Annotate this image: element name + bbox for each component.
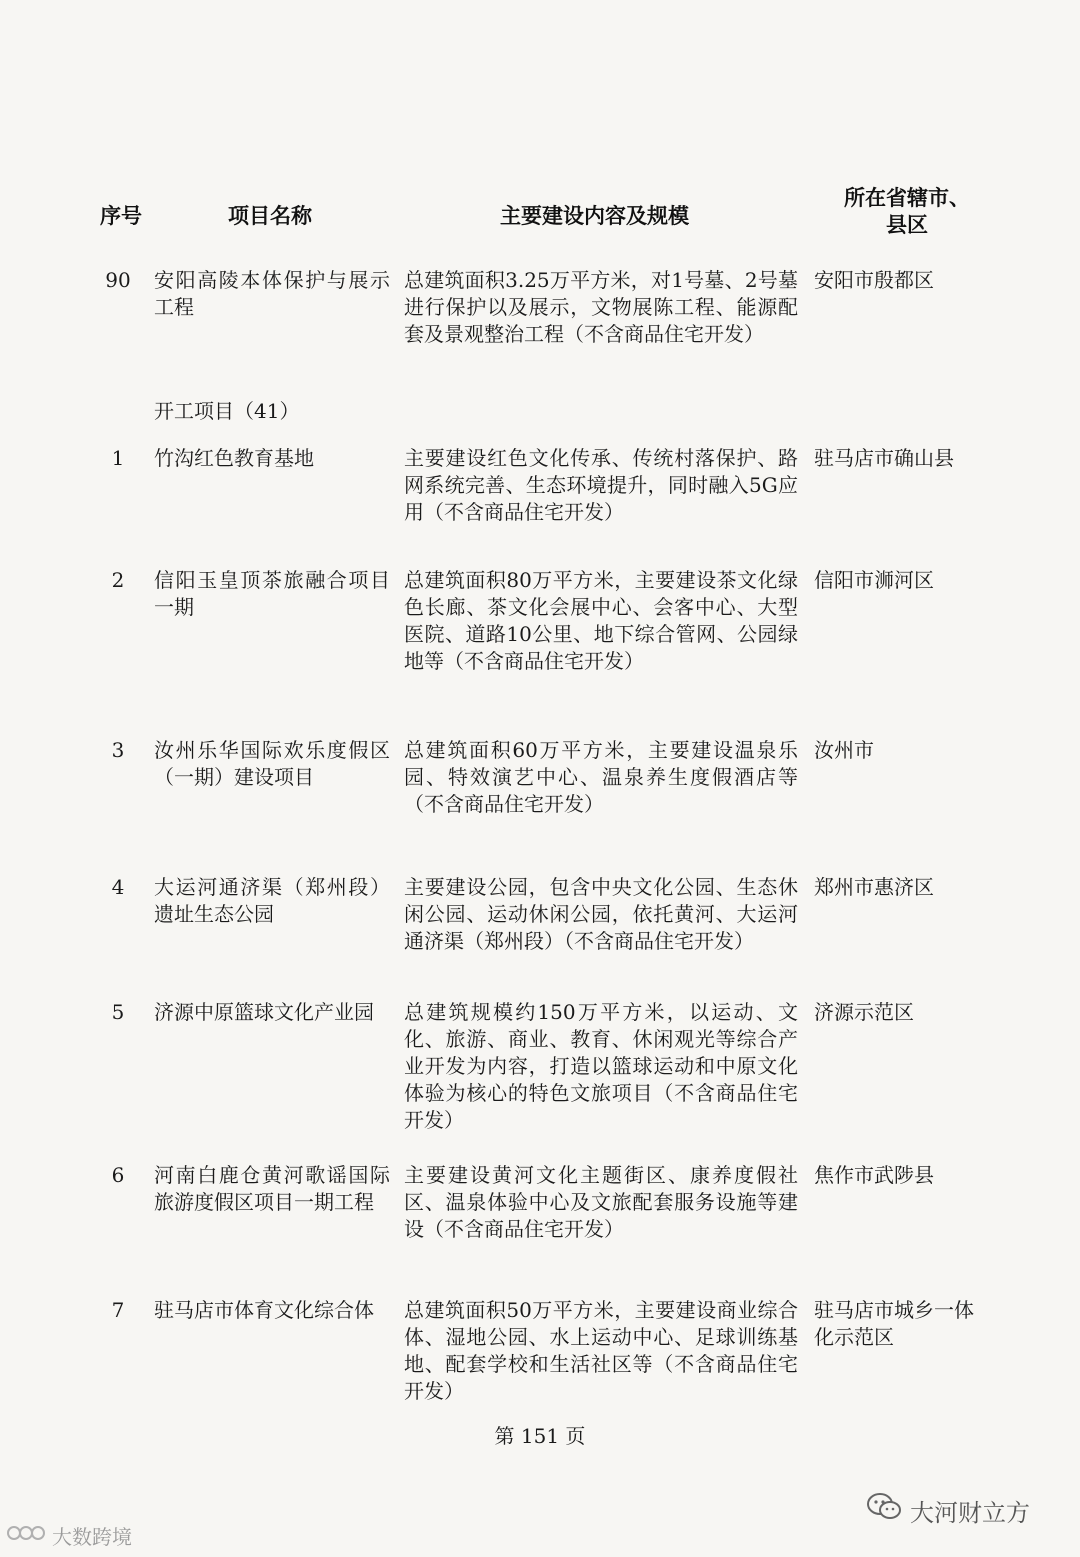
row-number: 4 [111,875,125,899]
header-construction-content: 主要建设内容及规模 [500,204,689,228]
wechat-icon [866,1492,902,1528]
watermark-right [866,1492,1030,1528]
row-location: 信阳市浉河区 [814,568,934,592]
watermark-right-text: 大河财立方 [910,1498,1030,1527]
row-location: 汝州市 [814,738,874,762]
row-content: 总建筑面积3.25万平方米，对1号墓、2号墓进行保护以及展示，文物展陈工程、能源配套及景观整治工程（不含商品住宅开发） [404,268,798,346]
row-project-name: 河南白鹿仓黄河歌谣国际旅游度假区项目一期工程 [154,1163,390,1214]
header-location-line1: 所在省辖市、 [844,186,970,210]
row-content: 主要建设公园，包含中央文化公园、生态休闲公园、运动休闲公园，依托黄河、大运河通济渠（郑州段）（不含商品住宅开发） [404,875,798,953]
row-location: 郑州市惠济区 [814,875,934,899]
row-content: 总建筑面积50万平方米，主要建设商业综合体、湿地公园、水上运动中心、足球训练基地、配套学校和生活社区等（不含商品住宅开发） [404,1298,798,1403]
row-project-name: 信阳玉皇顶茶旅融合项目一期 [154,568,390,619]
row-content: 主要建设黄河文化主题街区、康养度假社区、温泉体验中心及文旅配套服务设施等建设（不含商品住宅开发） [404,1163,798,1241]
row-location: 济源示范区 [814,1000,914,1024]
row-project-name: 汝州乐华国际欢乐度假区（一期）建设项目 [154,738,390,789]
row-number: 3 [111,738,125,762]
row-content: 总建筑面积80万平方米，主要建设茶文化绿色长廊、茶文化会展中心、会客中心、大型医院、道路10公里、地下综合管网、公园绿地等（不含商品住宅开发） [404,568,798,673]
row-project-name: 大运河通济渠（郑州段）遗址生态公园 [154,875,390,926]
row-number: 5 [111,1000,125,1024]
row-location: 驻马店市确山县 [814,446,954,470]
row-location: 驻马店市城乡一体化示范区 [814,1298,974,1349]
row-location: 安阳市殷都区 [814,268,934,292]
header-location-line2: 县区 [886,213,928,237]
row-number: 6 [111,1163,125,1187]
watermark-left [6,1521,132,1550]
row-number: 1 [111,446,125,470]
row-number: 7 [111,1298,125,1322]
section-title: 开工项目（41） [154,399,300,423]
row-content: 总建筑面积60万平方米，主要建设温泉乐园、特效演艺中心、温泉养生度假酒店等（不含商品住宅开发） [404,738,798,816]
row-number: 2 [111,568,125,592]
row-project-name: 竹沟红色教育基地 [154,446,314,470]
row-project-name: 驻马店市体育文化综合体 [154,1298,374,1322]
row-project-name: 济源中原篮球文化产业园 [154,1000,374,1024]
row-project-name: 安阳高陵本体保护与展示工程 [154,268,390,319]
row-location: 焦作市武陟县 [814,1163,934,1187]
brand-logo-icon [6,1522,46,1549]
row-number: 90 [105,268,131,292]
watermark-left-text: 大数跨境 [52,1525,132,1549]
header-location [832,185,982,239]
row-content: 主要建设红色文化传承、传统村落保护、路网系统完善、生态环境提升，同时融入5G应用（不含商品住宅开发） [404,446,798,524]
header-serial-number: 序号 [100,204,142,228]
header-project-name: 项目名称 [228,204,312,228]
row-content: 总建筑规模约150万平方米，以运动、文化、旅游、商业、教育、休闲观光等综合产业开发为内容，打造以篮球运动和中原文化体验为核心的特色文旅项目（不含商品住宅开发） [404,1000,798,1132]
page-number: 第 151 页 [494,1424,586,1448]
